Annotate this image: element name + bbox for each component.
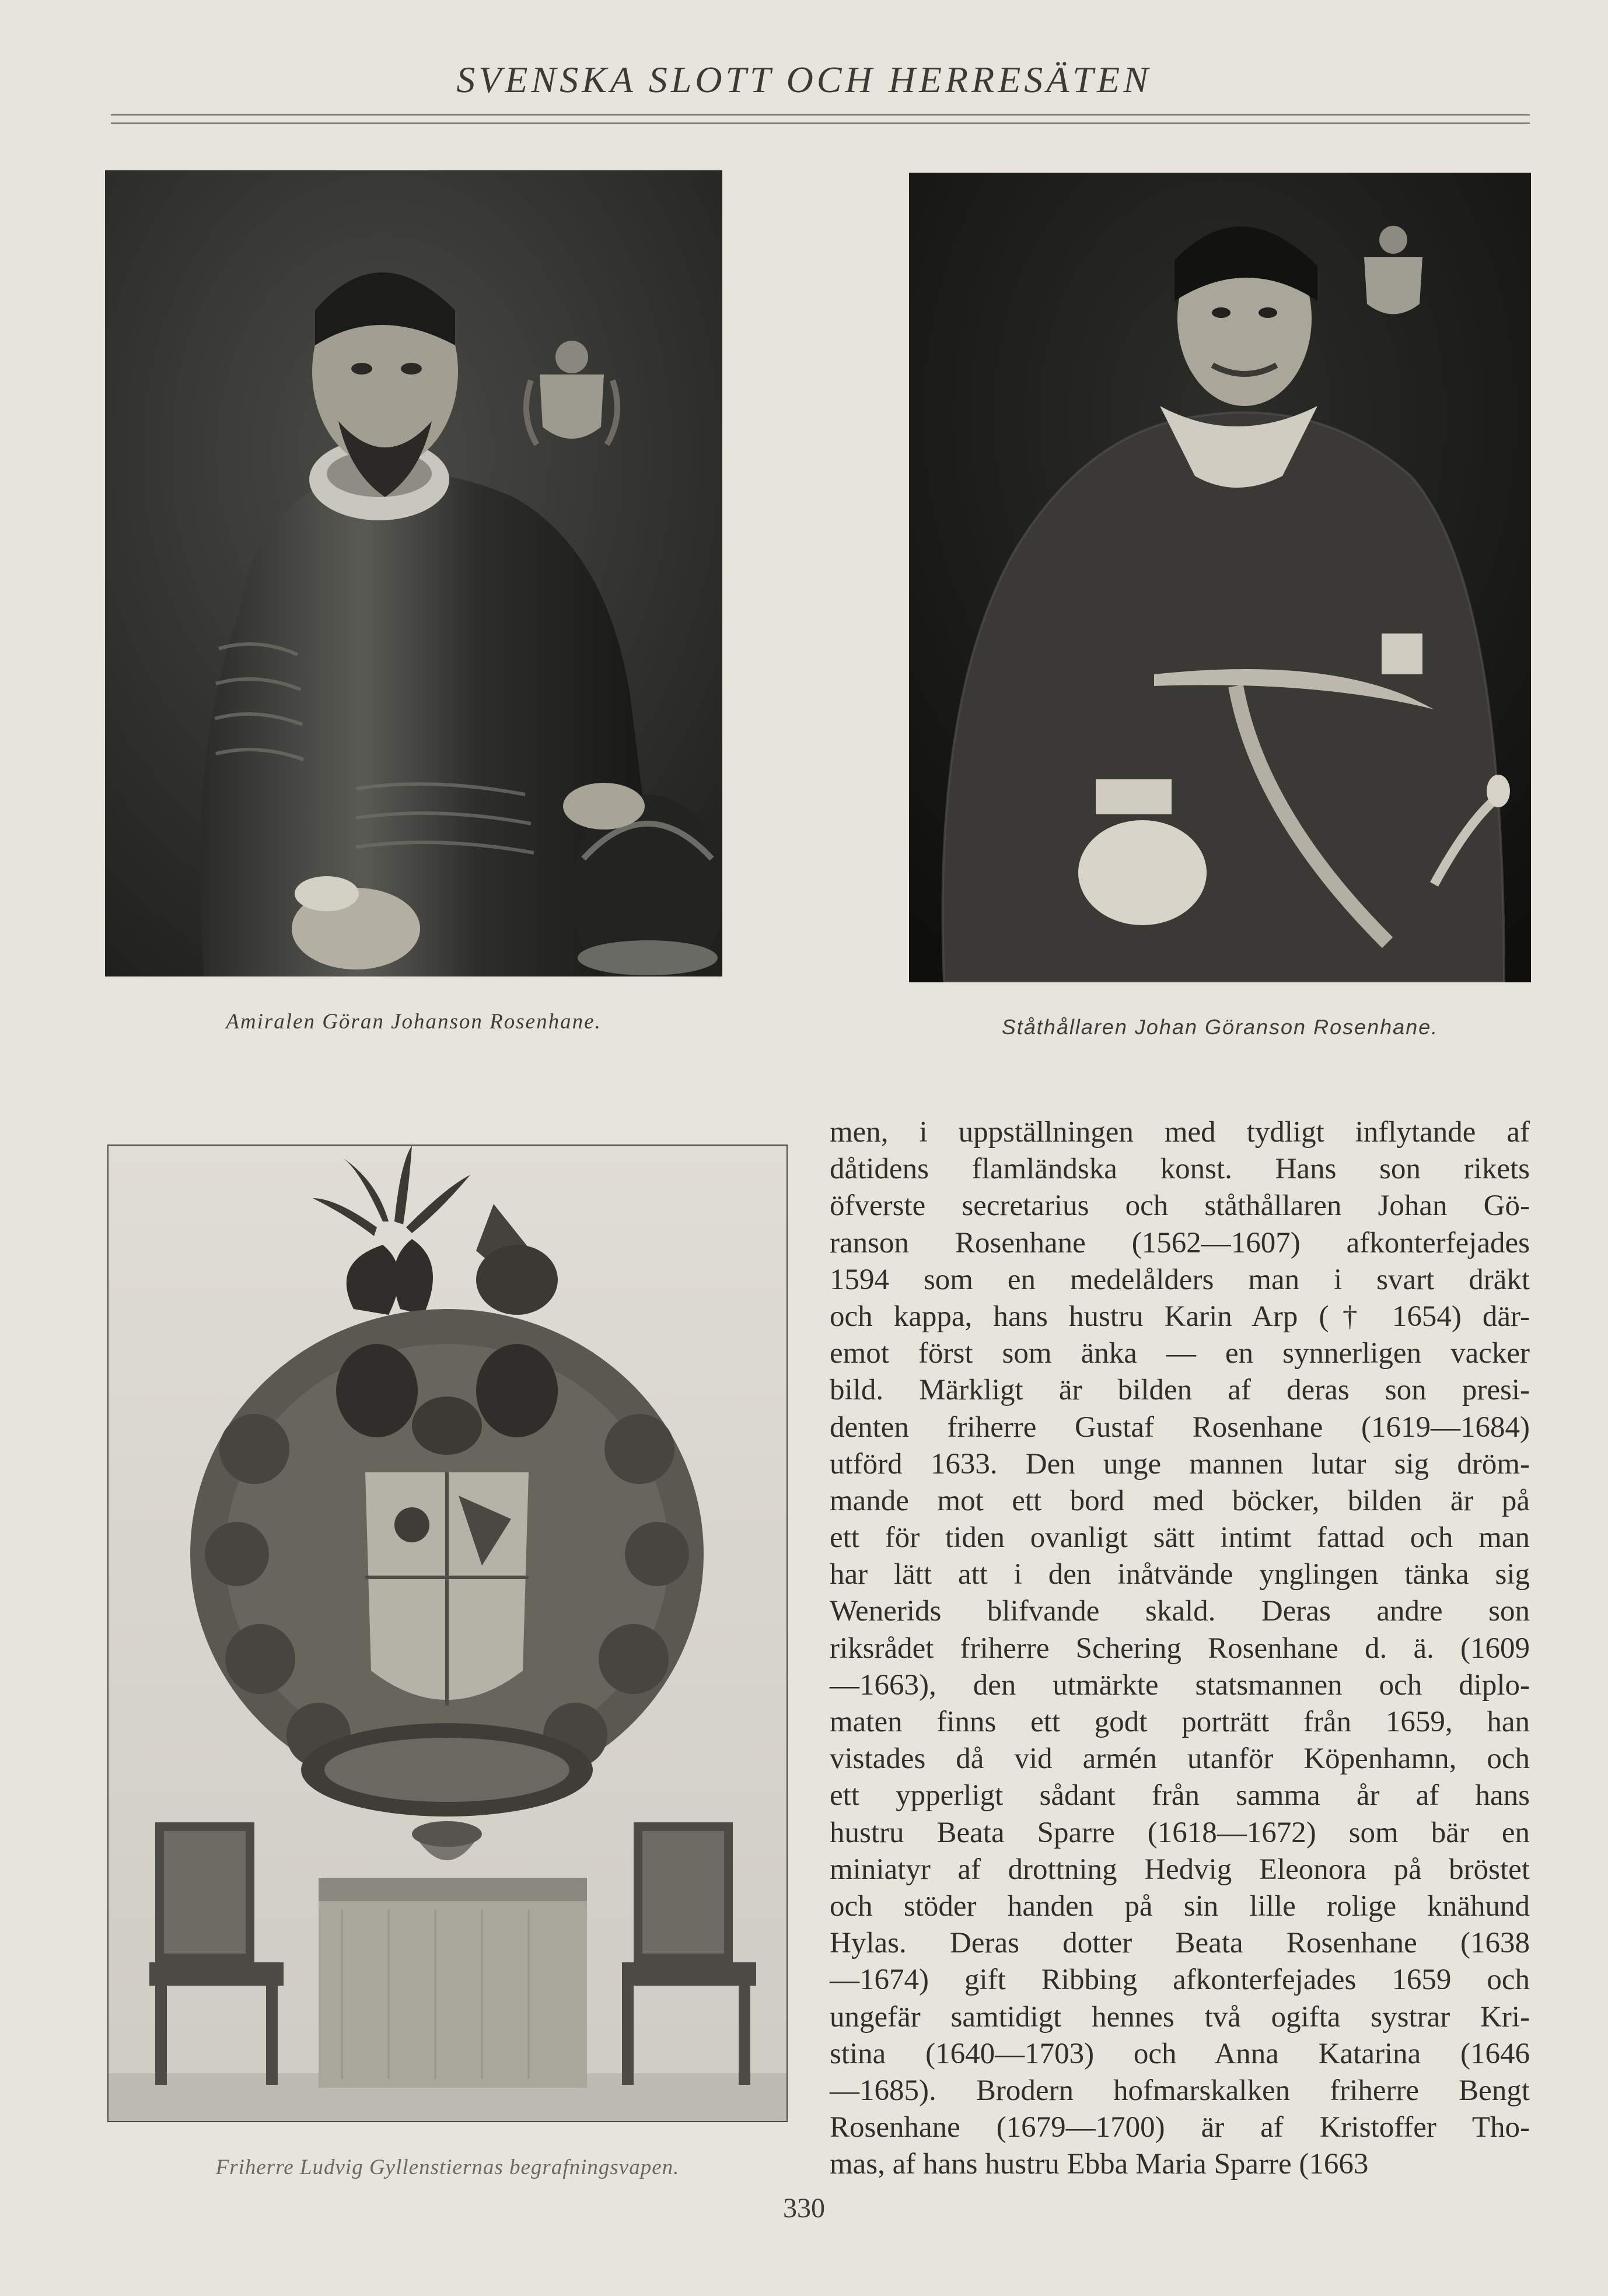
text-line: ett för tiden ovanligt sätt intimt fattad och man bbox=[830, 1521, 1530, 1555]
text-line: ranson Rosenhane (1562—1607) afkonterfejades bbox=[830, 1226, 1530, 1259]
figure-caption: Friherre Ludvig Gyllenstiernas begrafningsvapen. bbox=[215, 2155, 680, 2179]
portrait-johan-goranson-rosenhane bbox=[909, 173, 1531, 982]
text-line: men, i uppställningen med tydligt inflytande af bbox=[830, 1116, 1530, 1149]
text-line: dåtidens flamländska konst. Hans son rikets bbox=[830, 1153, 1530, 1186]
text-line: utförd 1633. Den unge mannen lutar sig dröm- bbox=[830, 1447, 1530, 1480]
text-line: hustru Beata Sparre (1618—1672) som bär en bbox=[830, 1816, 1530, 1849]
text-line: —1663), den utmärkte statsmannen och diplo- bbox=[830, 1668, 1530, 1702]
header-rule bbox=[111, 114, 1530, 116]
text-line: och kappa, hans hustru Karin Arp († 1654) där- bbox=[830, 1300, 1530, 1333]
text-line: riksrådet friherre Schering Rosenhane d. ä. (1609 bbox=[830, 1632, 1530, 1665]
text-line: emot först som änka — en synnerligen vacker bbox=[830, 1337, 1530, 1370]
text-line: mas, af hans hustru Ebba Maria Sparre (1663 bbox=[830, 2148, 1369, 2181]
text-line: vistades då vid armén utanför Köpenhamn, och bbox=[830, 1742, 1530, 1776]
photo-funeral-coat-of-arms bbox=[107, 1144, 788, 2122]
text-line: och stöder handen på sin lille rolige knähund bbox=[830, 1889, 1530, 1923]
text-line: —1674) gift Ribbing afkonterfejades 1659 och bbox=[830, 1964, 1530, 1997]
text-line: bild. Märkligt är bilden af deras son presi- bbox=[830, 1374, 1530, 1407]
text-line: Wenerids blifvande skald. Deras andre son bbox=[830, 1595, 1530, 1628]
figure-caption: Amiralen Göran Johanson Rosenhane. bbox=[226, 1010, 602, 1034]
text-line: 1594 som en medelålders man i svart dräkt bbox=[830, 1263, 1530, 1296]
text-line: Rosenhane (1679—1700) är af Kristoffer Tho- bbox=[830, 2111, 1530, 2144]
text-line: ett ypperligt sådant från samma år af hans bbox=[830, 1779, 1530, 1812]
header-rule bbox=[111, 123, 1530, 124]
text-line: —1685). Brodern hofmarskalken friherre Bengt bbox=[830, 2074, 1530, 2107]
portrait-goran-johanson-rosenhane bbox=[105, 170, 722, 977]
text-line: maten finns ett godt porträtt från 1659, han bbox=[830, 1706, 1530, 1738]
text-line: mande mot ett bord med böcker, bilden är på bbox=[830, 1484, 1530, 1517]
text-line: ungefär samtidigt hennes två ogifta systrar Kri- bbox=[830, 2000, 1530, 2034]
page-number: 330 bbox=[783, 2193, 825, 2224]
figure-caption: Ståthållaren Johan Göranson Rosenhane. bbox=[1001, 1015, 1439, 1039]
text-line: Hylas. Deras dotter Beata Rosenhane (1638 bbox=[830, 1927, 1530, 1960]
body-text bbox=[830, 1114, 1530, 2183]
text-line: öfverste secretarius och ståthållaren Johan Gö- bbox=[830, 1189, 1530, 1223]
text-line: stina (1640—1703) och Anna Katarina (1646 bbox=[830, 2037, 1530, 2070]
text-line: har lätt att i den inåtvände ynglingen tänka sig bbox=[830, 1558, 1530, 1591]
text-line: miniatyr af drottning Hedvig Eleonora på bröstet bbox=[830, 1853, 1530, 1886]
text-line: denten friherre Gustaf Rosenhane (1619—1684) bbox=[830, 1410, 1530, 1444]
running-title: SVENSKA SLOTT OCH HERRESÄTEN bbox=[456, 59, 1152, 100]
